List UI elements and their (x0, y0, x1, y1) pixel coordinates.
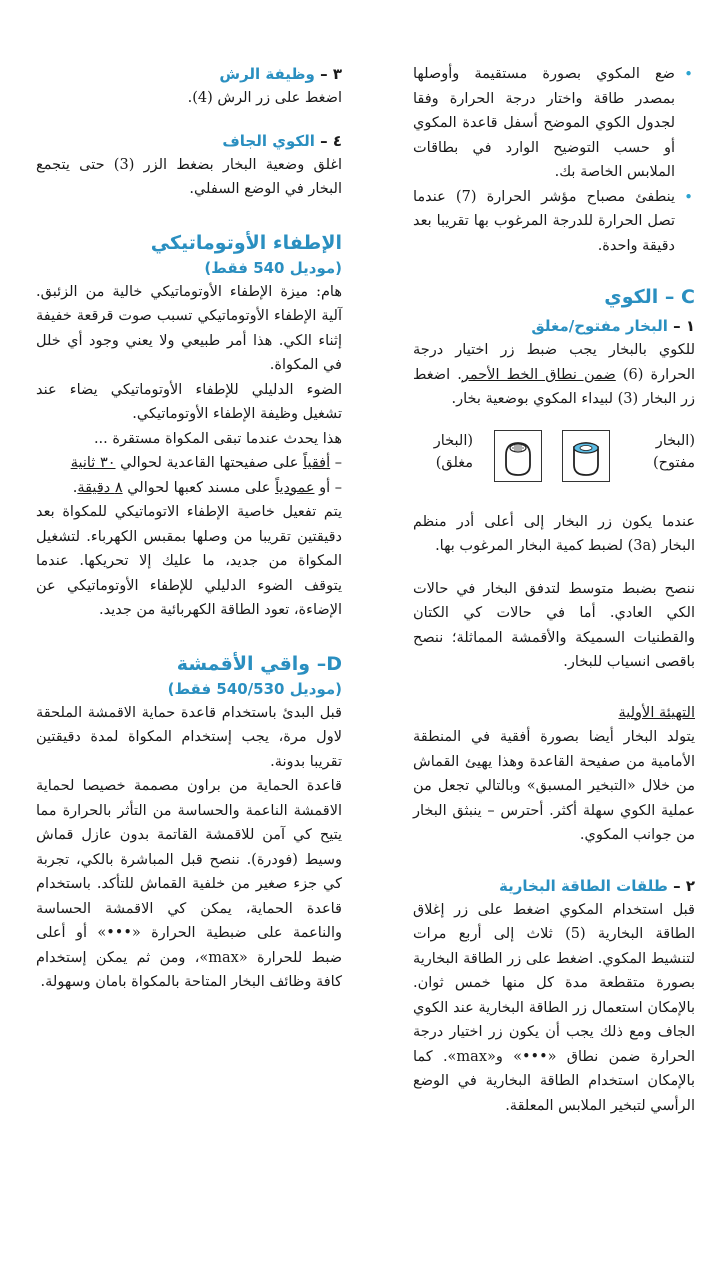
heading-number: ٤ – (320, 131, 342, 150)
heading-text: الكوي الجاف (222, 131, 315, 150)
underlined-text: ضمن نطاق الخط الأحمر (461, 366, 616, 383)
right-column (413, 62, 695, 1118)
steam-paragraph-2: عندما يكون زر البخار إلى أعلى أدر منظم البخار (3a) لضبط كمية البخار المرغوب بها. (413, 513, 695, 554)
text-run: على صفيحتها القاعدية لحوالي (115, 455, 304, 471)
steam-off-icon (494, 430, 542, 482)
steam-paragraph-4: يتولد البخار أيضا بصورة أفقية في المنطقة الأمامية من صفيحة القاعدة وهذا يهيئ القماش من خلال «التبخير المسبق» وبالتالي تجعل من عملية الكوي سهلة أكثر. أحترس – ينبثق البخار من جوانب المكوي. (413, 729, 695, 843)
burst-heading (413, 874, 695, 898)
auto-off-paragraph-2: الضوء الدليلي للإطفاء الأوتوماتيكي يضاء عند تشغيل وظيفة الإطفاء الأوتوماتيكي. (36, 381, 342, 422)
auto-off-horizontal (36, 451, 342, 476)
list-item (413, 185, 695, 259)
auto-off-paragraph-1: هام: ميزة الإطفاء الأوتوماتيكي خالية من الزئبق. آلية الإطفاء الأوتوماتيكي تسبب صوت قرقعة خفيفة إثناء الكي. هذا أمر طبيعي ولا يعني وجود أي خلل في المكواة. (36, 283, 342, 373)
bullet-icon: • (684, 187, 693, 206)
text-run: – أو (314, 479, 342, 496)
underlined-text: عمودياً (275, 479, 315, 496)
spray-paragraph: اضغط على زر الرش (4). (187, 90, 342, 106)
bullet-text: ضع المكوي بصورة مستقيمة وأوصلها بمصدر طاقة واختار درجة الحرارة وفقا لجدول الكوي الموضح أسفل قاعدة المكوي أو حسب التوضيح الوارد في بطاقات الملابس الخاصة بك. (413, 66, 675, 180)
auto-off-paragraph-6: يتم تفعيل خاصية الإطفاء الاتوماتيكي للمكواة بعد دقيقتين تقريبا من وصلها بمقبس الكهرباء. لتشغيل المكواة من جديد، ما عليك إلا تحريكها. عندما يتوقف الضوء الدليلي للإطفاء الأوتوماتيكي عن الإضاءة، تعود الطاقة الكهربائية من جديد. (36, 504, 342, 618)
bullet-text: ينطفئ مصباح مؤشر الحرارة (7) عندما تصل الحرارة للدرجة المرغوب بها تقريبا بعد دقيقة واحدة. (413, 188, 675, 254)
text-run: على مسند كعبها لحوالي (122, 479, 276, 496)
section-d-title: D– واقي الأقمشة (176, 652, 342, 675)
section-c-title: C – الكوي (604, 286, 695, 308)
bullet-icon: • (684, 65, 693, 83)
text-run: للكوي بالبخار يجب ضبط زر اختيار درجة الحرارة (6) (413, 342, 695, 383)
heading-number: ١ – (673, 317, 695, 335)
section-d-paragraph-2: قاعدة الحماية من براون مصممة خصيصا لحماية الاقمشة الناعمة والحساسة من التأثر بالحرارة مما يتيح كي آمن للاقمشة القاتمة بدون عازل قماش وسيط (فودرة). ننصح قبل المباشرة بالكي، تجربة كي جزء صغير من خلفية القماش للتأكد. باستخدام قاعدة الحماية، يمكن كي الاقمشة الحساسة والناعمة على ضبطية الحرارة «•••» أو أعلى ضبط للحرارة «max»، ومن ثم يمكن إستخدام كافة وظائف البخار المتاحة بالمكواة بامان وسهولة. (36, 778, 343, 990)
dry-heading (36, 129, 342, 153)
auto-off-model: (موديل 540 فقط) (204, 258, 342, 277)
auto-off-paragraph-3: هذا يحدث عندما تبقى المكواة مستقرة ... (93, 430, 342, 447)
spray-heading (36, 62, 342, 86)
heading-text: وظيفة الرش (219, 65, 315, 83)
left-column (36, 62, 342, 995)
text-run: – (330, 455, 342, 471)
heading-number: ٣ – (320, 65, 342, 83)
section-d-model: (موديل 540/530 فقط) (167, 679, 342, 698)
steam-heading (413, 314, 695, 338)
steam-icons-row (413, 430, 695, 492)
initial-heating-heading: التهيئة الأولية (618, 704, 695, 721)
underlined-text: ٨ دقيقة (77, 479, 123, 496)
list-item (413, 62, 695, 185)
underlined-text: ٣٠ ثانية (70, 455, 116, 471)
steam-on-icon (562, 430, 610, 482)
text-run: . اضغط زر البخار (3) لبيداء المكوي بوضعية بخار. (413, 366, 695, 407)
heading-text: البخار مفتوح/مغلق (531, 317, 668, 335)
heading-text: طلقات الطاقة البخارية (499, 876, 668, 895)
text-run: . (72, 479, 78, 496)
auto-off-title: الإطفاء الأوتوماتيكي (150, 231, 342, 254)
heading-number: ٢ – (673, 876, 695, 895)
steam-paragraph-3: ننصح بضبط متوسط لتدفق البخار في حالات الكي العادي. أما في حالات كي الكتان والقطنيات السميكة والأقمشة المماثلة؛ ننصح باقصى انسياب للبخار. (413, 580, 695, 670)
section-d-paragraph-1: قبل البدئ باستخدام قاعدة حماية الاقمشة الملحقة لاول مرة، يجب إستخدام المكواة لمدة دقيقتين تقريبا بدونة. (36, 704, 342, 770)
underlined-text: أفقياً (303, 455, 331, 471)
auto-off-vertical (36, 476, 342, 501)
dry-paragraph: اغلق وضعية البخار بضغط الزر (3) حتى يتجمع البخار في الوضع السفلي. (36, 156, 343, 197)
steam-paragraph-1 (413, 338, 695, 412)
steam-off-label: (البخار مغلق) (433, 432, 474, 471)
burst-paragraph: قبل استخدام المكوي اضغط على زر إغلاق الطاقة البخارية (5) ثلاث إلى أربع مرات لتنشيط المكوي. اضغط على زر الطاقة البخارية بصورة متقطعة مدة كل منها خمس ثوان. بالإمكان استعمال زر الطاقة البخارية عند الكوي الجاف ومع ذلك يجب أن يكون زر اختيار درجة الحرارة ضمن نطاق «•••» و«max». كما بالإمكان استخدام الطاقة البخارية في الوضع الرأسي لتبخير الملابس المعلقة. (413, 901, 695, 1114)
steam-on-label: (البخار مفتوح) (653, 432, 695, 471)
